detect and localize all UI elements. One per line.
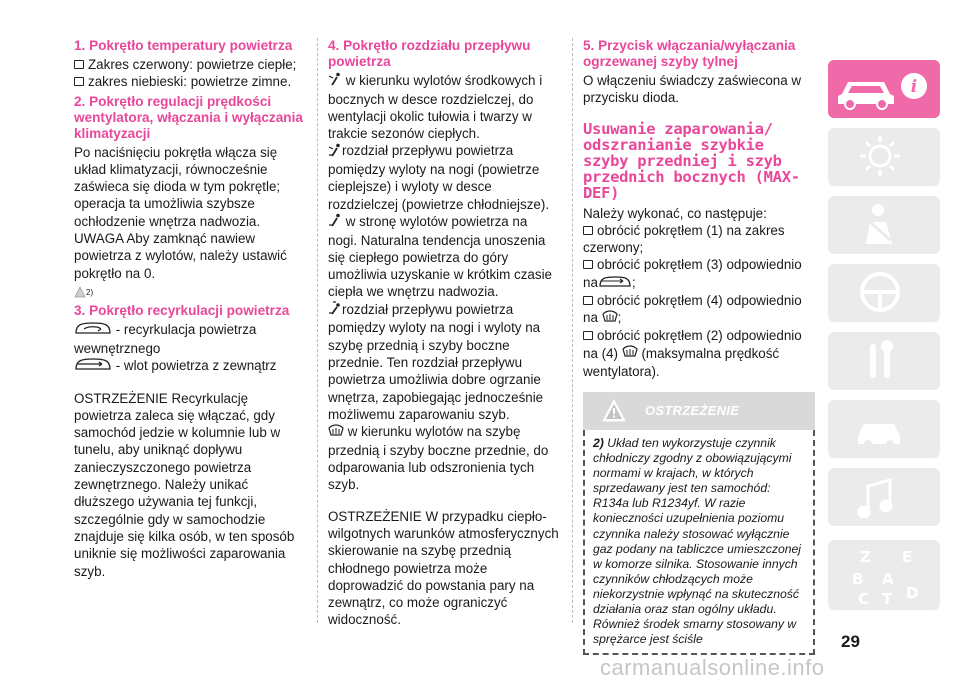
svg-text:Z: Z — [860, 548, 871, 566]
recirculation-off-icon — [598, 275, 632, 292]
warning-title: OSTRZEŻENIE — [645, 402, 740, 418]
paragraph-ac-on: Po naciśnięciu pokrętła włącza się układ klimatyzacji, równocześnie zaświeca się dioda w tym pokrętle; operacja ta umożliwia szybsze ochłodzenie wnętrza nadwozia. — [74, 144, 281, 229]
heading-temperature-knob: 1. Pokrętło temperatury powietrza — [74, 38, 293, 53]
heading-rear-window-button: 5. Przycisk włączania/wyłączania ogrzewanej szyby tylnej — [583, 38, 796, 69]
svg-text:T: T — [882, 590, 893, 608]
bullet-icon — [74, 60, 84, 69]
bullet-icon — [583, 331, 593, 340]
paragraph-steps-intro: Należy wykonać, co następuje: — [583, 205, 767, 221]
recirculation-outer: - wlot powietrza z zewnątrz — [74, 357, 306, 376]
warning-number: 2) — [593, 435, 604, 450]
column-3 — [583, 38, 815, 655]
mode-windscreen: w kierunku wylotów na szybę przednią i szyby boczne przednie, do odparowania lub odszronienia tych szyb. — [328, 424, 549, 493]
light-icon — [860, 136, 900, 176]
car-icon — [838, 82, 894, 109]
multimedia-icon — [859, 480, 891, 517]
bullet-icon — [583, 296, 593, 305]
column-1 — [74, 38, 306, 580]
column-divider — [572, 38, 573, 623]
air-to-feet-icon — [328, 213, 342, 231]
warning-header — [583, 392, 815, 430]
tab-dashboard-info[interactable] — [828, 60, 940, 118]
air-to-face-and-feet-icon — [328, 143, 342, 161]
warning-body: 2) Układ ten wykorzystuje czynnik chłodniczy zgodny z obowiązującymi normami w krajach, w których sprzedawany jest ten samochód: R134a lub R1234yf. W razie konieczności uzupełnienia poziomu czynnika należy stosować wyłącznie gaz podany na tabliczce umieszczonej w komorze silnika. Stosowanie innych czynników chłodzących może niekorzystnie wpłynąć na skuteczność działania oraz stan ogólny układu. Również środek smarny stosowany w sprężarce jest ściśle — [583, 430, 815, 655]
paragraph-led-indicator: O włączeniu świadczy zaświecona w przycisku dioda. — [583, 73, 802, 106]
svg-text:E: E — [902, 548, 913, 566]
step-3: obrócić pokrętłem (4) odpowiednio na ; — [583, 292, 815, 327]
info-icon — [901, 73, 927, 99]
step-4: obrócić pokrętłem (2) odpowiednio na (4) (maksymalna prędkość wentylatora). — [583, 328, 802, 379]
warning-reference: 2) — [74, 284, 306, 302]
warning-triangle-icon — [601, 398, 627, 428]
paragraph-fogging-warning: OSTRZEŻENIE W przypadku ciepło-wilgotnych warunków atmosferycznych skierowanie na szybę przednią chłodnego powietrza może doprowadzić do powstania pary na zewnątrz, co może ograniczyć widoczność. — [328, 508, 559, 628]
recirculation-icon — [74, 321, 112, 339]
warning-box — [583, 392, 815, 655]
tools-icon — [870, 340, 893, 378]
bullet-red-range: Zakres czerwony: powietrze ciepłe; — [74, 56, 306, 73]
svg-text:i: i — [910, 77, 918, 97]
index-letters-icon — [852, 548, 918, 608]
svg-text:C: C — [858, 590, 870, 608]
bullet-blue-range: zakres niebieski: powietrze zimne. — [74, 73, 306, 90]
steering-wheel-icon — [862, 274, 898, 310]
page-number: 29 — [841, 632, 860, 651]
tab-maintenance[interactable] — [828, 400, 940, 458]
seatbelt-icon — [866, 204, 892, 244]
svg-text:B: B — [852, 570, 864, 588]
bullet-icon — [583, 260, 593, 269]
warning-triangle-icon — [74, 285, 86, 302]
mode-feet: w stronę wylotów powietrza na nogi. Naturalna tendencja unoszenia się ciepłego powietrza do góry umożliwia uzyskanie w krótkim czasie ciepła we wnętrzu nadwozia. — [328, 213, 552, 300]
mode-face-feet: rozdział przepływu powietrza pomiędzy wyloty na nogi (powietrze cieplejsze) i wyloty w desce rozdzielczej (powietrze chłodniejsze). — [328, 143, 550, 212]
svg-text:D: D — [906, 584, 919, 602]
column-2 — [328, 38, 560, 629]
bullet-icon — [74, 77, 84, 86]
tab-index[interactable] — [828, 540, 940, 610]
car-service-icon — [858, 424, 900, 448]
heading-air-distribution-knob: 4. Pokrętło rozdziału przepływu powietrza — [328, 38, 531, 69]
mode-face: w kierunku wylotów środkowych i bocznych w desce rozdzielczej, do wentylacji okolic tułowia i twarzy w trakcie sezonów ciepłych. — [328, 73, 543, 142]
windscreen-defrost-icon — [602, 310, 618, 327]
watermark: carmanualsonline.info — [600, 655, 825, 680]
step-1: obrócić pokrętłem (1) na zakres czerwony; — [583, 222, 785, 256]
air-to-face-icon — [328, 72, 342, 90]
tab-emergency[interactable] — [828, 332, 940, 390]
heading-recirculation-knob: 3. Pokrętło recyrkulacji powietrza — [74, 303, 290, 319]
paragraph-recirculation-warning: OSTRZEŻENIE Recyrkulację powietrza zaleca się włączać, gdy samochód jedzie w kolumnie lub w tunelu, aby uniknąć dopływu zanieczyszczonego powietrza zewnętrznego. Należy unikać dłuższego używania tej funkcji, szczególnie gdy w samochodzie znajduje się kilka osób, w ten sposób uniknie się możliwości zaparowania szyb. — [74, 390, 295, 579]
heading-defogging: Usuwanie zaparowania/ odszranianie szybkie szyby przedniej i szyb przednich bocznych (MAX-DEF) — [583, 119, 800, 202]
tab-driving[interactable] — [828, 264, 940, 322]
windscreen-defrost-icon — [328, 423, 344, 441]
paragraph-note-close-vents: UWAGA Aby zamknąć nawiew powietrza z wylotów, należy ustawić pokrętło na 0. — [74, 231, 287, 281]
column-divider — [317, 38, 318, 623]
bullet-icon — [583, 226, 593, 235]
tab-lights[interactable] — [828, 128, 940, 186]
heading-fan-speed-knob: 2. Pokrętło regulacji prędkości wentylatora, włączania i wyłączania klimatyzacji — [74, 93, 303, 141]
tab-safety[interactable] — [828, 196, 940, 254]
tab-multimedia[interactable] — [828, 468, 940, 526]
mode-feet-windscreen: rozdział przepływu powietrza pomiędzy wyloty na nogi i wyloty na szybę przednią i szyby boczne przednie. Ten rozdział przepływu powietrza umożliwia dobre ogrzanie wnętrza, zapobiegając jednocześnie możliwemu zaparowaniu szyb. — [328, 301, 544, 422]
step-2: obrócić pokrętłem (3) odpowiednio na ; — [583, 256, 815, 291]
fan-icon — [622, 345, 638, 362]
recirculation-inner: - recyrkulacja powietrza wewnętrznego — [74, 322, 257, 356]
fresh-air-icon — [74, 357, 112, 375]
air-to-feet-and-windscreen-icon — [328, 301, 342, 319]
svg-text:A: A — [882, 570, 894, 588]
